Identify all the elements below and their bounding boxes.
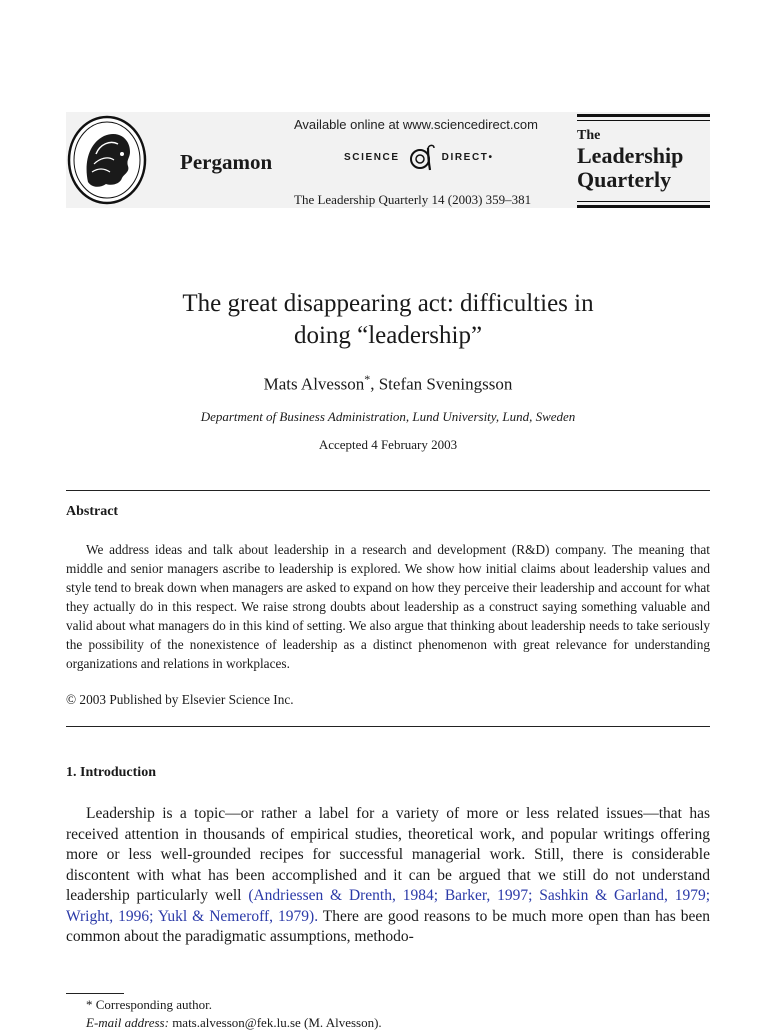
- journal-citation: The Leadership Quarterly 14 (2003) 359–381: [294, 192, 532, 207]
- author-list: [100, 372, 676, 395]
- journal-title-name: [577, 144, 683, 192]
- abstract-text: We address ideas and talk about leadership in a research and development (R&D) company. The meaning that middle and senior managers ascribe to leadership is explored. We show how initial claims about leadership values and style tend to break down when managers are asked to expand on how they perceive their leadership and account for what they actually do in this respect. We raise strong doubts about leadership as a construct saying something valuable and valid about what managers do in this kind of setting. We also argue that thinking about leadership needs to take seriously the possibility of the nonexistence of leadership as a distinct phenomenon with great relevance for understanding organizations and relations in workplaces.: [66, 542, 710, 671]
- available-online-text[interactable]: Available online at www.sciencedirect.com: [294, 117, 538, 132]
- divider-bottom: [66, 726, 710, 727]
- corresponding-mark[interactable]: *: [364, 372, 371, 386]
- introduction-paragraph: [66, 804, 710, 948]
- intro-text-after: There are good reasons to be much more open than has been common about the paradigmatic assumptions, methodo-: [66, 907, 710, 945]
- journal-rule: [577, 205, 710, 208]
- pergamon-seal-logo: [66, 114, 148, 206]
- publisher-name: Pergamon: [180, 150, 273, 174]
- article-title: [100, 288, 676, 352]
- journal-title-line1: Leadership: [577, 143, 684, 168]
- footnote-email: [86, 1015, 382, 1031]
- journal-title-block: [577, 114, 710, 208]
- sd-left-text: SCIENCE: [344, 151, 400, 163]
- footnote-rule: [66, 993, 124, 994]
- email-link[interactable]: mats.alvesson@fek.lu.se (M. Alvesson).: [168, 1015, 382, 1030]
- journal-title-line2: Quarterly: [577, 167, 672, 192]
- email-label: E-mail address:: [86, 1015, 169, 1030]
- title-line-1: The great disappearing act: difficulties in: [182, 290, 594, 317]
- affiliation: Department of Business Administration, Lund University, Lund, Sweden: [200, 409, 576, 424]
- title-line-2: doing “leadership”: [293, 322, 483, 349]
- section-heading-introduction: 1. Introduction: [66, 765, 156, 780]
- sciencedirect-logo[interactable]: [344, 142, 494, 172]
- abstract-heading: Abstract: [66, 504, 119, 519]
- divider-top: [66, 490, 710, 491]
- accepted-date: Accepted 4 February 2003: [318, 437, 458, 452]
- intro-text-before: Leadership is a topic—or rather a label for a variety of more or less related issues—that has received attention in thousands of empirical studies, theoretical work, and popular writings offering more or less well-grounded recipes for successful managerial work. Still, there is considerable discontent with what has been accomplished and it can be argued that we still do not understand leadership particularly well: [66, 805, 710, 904]
- copyright-line: © 2003 Published by Elsevier Science Inc.: [66, 692, 294, 707]
- journal-rule: [577, 114, 710, 117]
- journal-rule: [577, 120, 710, 121]
- journal-title-the: The: [577, 128, 601, 143]
- journal-rule: [577, 201, 710, 202]
- sciencedirect-d-logo: [406, 142, 436, 172]
- footnote-corresponding: * Corresponding author.: [86, 997, 213, 1012]
- citation-link[interactable]: (Andriessen & Drenth, 1984; Barker, 1997; Sashkin & Garland, 1979; Wright, 1996; Yukl & Nemeroff, 1979).: [66, 887, 710, 925]
- author-2[interactable]: , Stefan Sveningsson: [370, 374, 513, 394]
- sd-right-text: DIRECT•: [441, 151, 494, 163]
- author-1[interactable]: Mats Alvesson: [263, 374, 365, 394]
